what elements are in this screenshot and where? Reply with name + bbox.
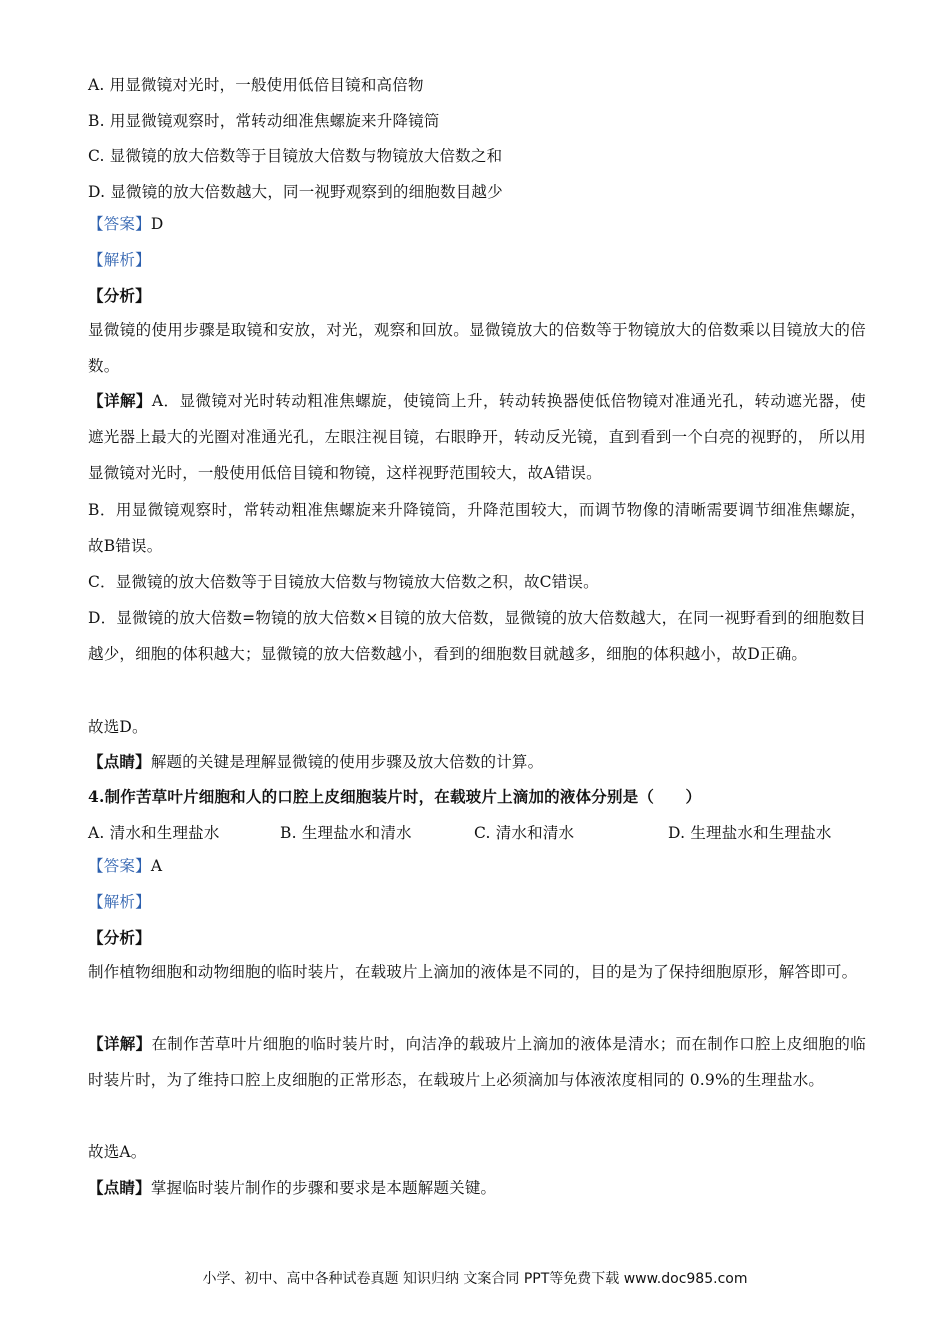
q3-fenxi-label: 【分析】 — [88, 286, 151, 305]
tip-text: 解题的关键是理解显微镜的使用步骤及放大倍数的计算。 — [150, 753, 544, 771]
answer-label: 【答案】 — [88, 857, 151, 875]
detail-text: A．显微镜对光时转动粗准焦螺旋，使镜筒上升，转动转换器使低倍物镜对准通光孔，转动遮光器，使遮光器上最大的光圈对准通光孔，左眼注视目镜，右眼睁开，转动反光镜，直到看到一个白亮的视野的， 所以用显微镜对光时，一般使用低倍目镜和物镜，这样视野范围较大，故A错误。 — [88, 392, 866, 482]
q3-option-c: C. 显微镜的放大倍数等于目镜放大倍数与物镜放大倍数之和 — [88, 147, 503, 165]
q3-option-d: D. 显微镜的放大倍数越大，同一视野观察到的细胞数目越少 — [88, 183, 503, 201]
q4-detail — [88, 1026, 866, 1098]
q3-detail-c: C．显微镜的放大倍数等于目镜放大倍数与物镜放大倍数之积，故C错误。 — [88, 573, 599, 591]
q4-option-d: D. 生理盐水和生理盐水 — [668, 824, 832, 842]
q4-stem: 4.制作苦草叶片细胞和人的口腔上皮细胞装片时，在载玻片上滴加的液体分别是（ ） — [88, 787, 702, 806]
answer-value: A — [150, 857, 163, 875]
q4-option-a: A. 清水和生理盐水 — [88, 824, 220, 842]
detail-label: 【详解】 — [88, 391, 152, 410]
q3-detail-b: B．用显微镜观察时，常转动粗准焦螺旋来升降镜筒，升降范围较大，而调节物像的清晰需要调节细准焦螺旋，故B错误。 — [88, 501, 866, 555]
q3-choose: 故选D。 — [88, 718, 148, 736]
q3-answer — [88, 213, 163, 235]
q4-option-c: C. 清水和清水 — [474, 824, 575, 842]
q4-options — [88, 822, 878, 844]
detail-text: 在制作苦草叶片细胞的临时装片时，向洁净的载玻片上滴加的液体是清水；而在制作口腔上皮细胞的临时装片时，为了维持口腔上皮细胞的正常形态，在载玻片上必须滴加与体液浓度相同的 0.9%的生理盐水。 — [88, 1035, 866, 1089]
q4-option-b: B. 生理盐水和清水 — [280, 824, 412, 842]
q3-analysis-label: 【解析】 — [88, 251, 151, 269]
q4-analysis-label: 【解析】 — [88, 893, 151, 911]
page-footer: 小学、初中、高中各种试卷真题 知识归纳 文案合同 PPT等免费下载 www.doc985.com — [202, 1271, 748, 1287]
q4-choose: 故选A。 — [88, 1143, 147, 1161]
answer-label: 【答案】 — [88, 215, 151, 233]
q4-fenxi-text: 制作植物细胞和动物细胞的临时装片，在载玻片上滴加的液体是不同的，目的是为了保持细胞原形，解答即可。 — [88, 963, 858, 981]
answer-value: D — [150, 215, 164, 233]
detail-label: 【详解】 — [88, 1034, 152, 1053]
q4-answer — [88, 855, 162, 877]
tip-label: 【点睛】 — [88, 1178, 151, 1197]
tip-text: 掌握临时装片制作的步骤和要求是本题解题关键。 — [150, 1179, 497, 1197]
q3-option-b: B. 用显微镜观察时，常转动细准焦螺旋来升降镜筒 — [88, 112, 440, 130]
tip-label: 【点睛】 — [88, 752, 151, 771]
q3-detail-a — [88, 383, 866, 491]
q3-fenxi-text: 显微镜的使用步骤是取镜和安放，对光，观察和回放。显微镜放大的倍数等于物镜放大的倍数乘以目镜放大的倍数。 — [88, 321, 866, 375]
q3-detail-d: D．显微镜的放大倍数=物镜的放大倍数×目镜的放大倍数，显微镜的放大倍数越大，在同一视野看到的细胞数目越少，细胞的体积越大；显微镜的放大倍数越小，看到的细胞数目就越多，细胞的体积越小，故D正确。 — [88, 609, 866, 663]
q4-fenxi-label: 【分析】 — [88, 928, 151, 947]
q3-tip — [88, 751, 543, 773]
q3-option-a: A. 用显微镜对光时，一般使用低倍目镜和高倍物 — [88, 76, 424, 94]
q4-tip — [88, 1177, 496, 1199]
